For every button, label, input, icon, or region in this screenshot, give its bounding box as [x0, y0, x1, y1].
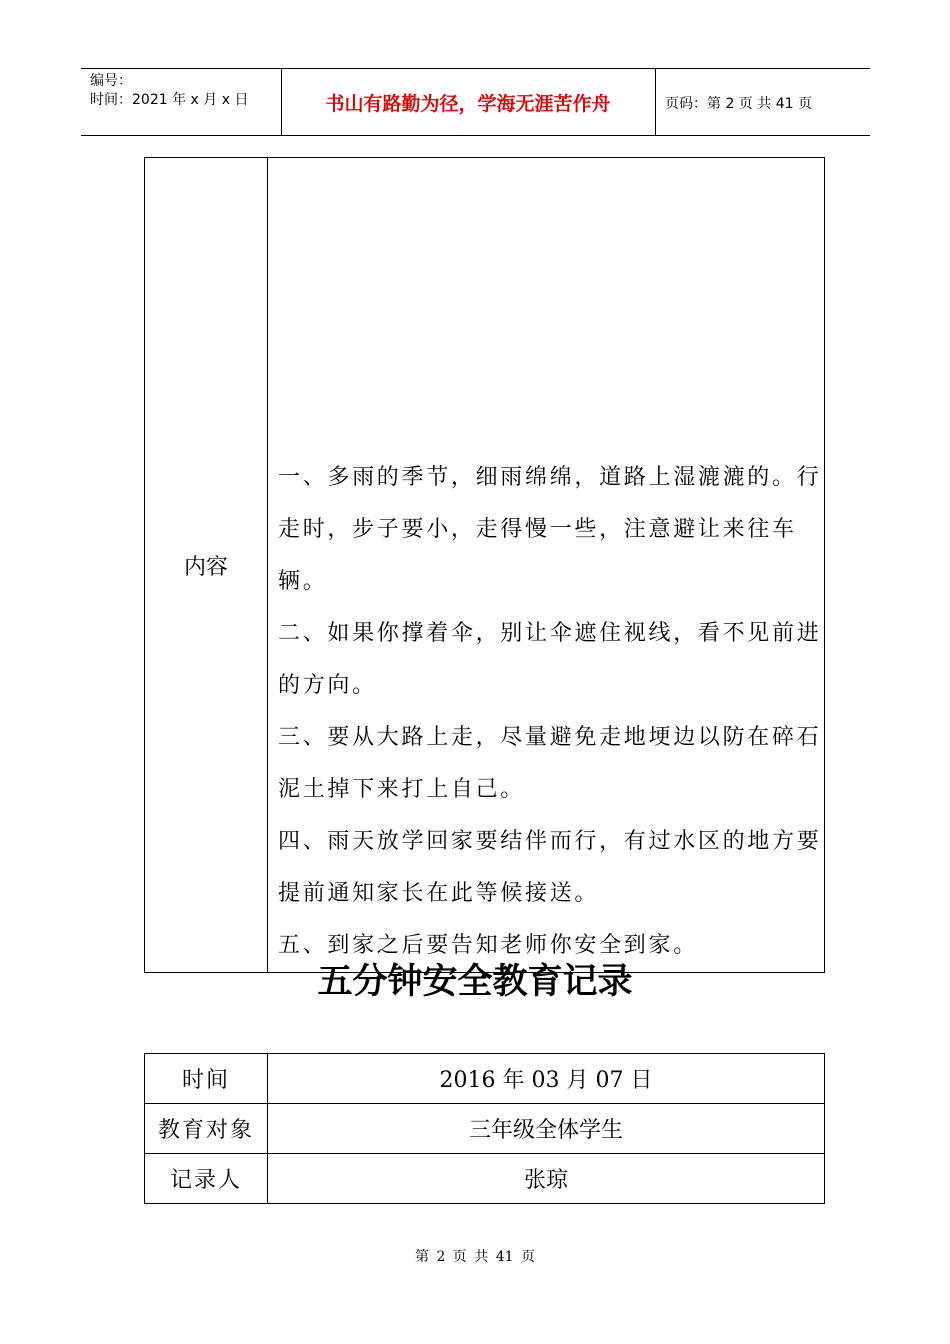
table-row	[145, 1104, 825, 1154]
content-table	[144, 157, 825, 973]
record-title: 五分钟安全教育记录	[317, 962, 633, 1002]
table-row	[145, 1054, 825, 1104]
content-paragraph: 五、到家之后要告知老师你安全到家。	[278, 933, 698, 958]
header-motto: 书山有路勤为径，学海无涯苦作舟	[325, 92, 611, 115]
row-label: 教育对象	[145, 1104, 268, 1154]
row-value: 2016 年 03 月 07 日	[268, 1054, 825, 1104]
content-paragraph: 一、多雨的季节，细雨绵绵，道路上湿漉漉的。行走时，步子要小，走得慢一些，注意避让来往车辆。	[278, 465, 822, 594]
content-paragraph: 四、雨天放学回家要结伴而行，有过水区的地方要提前通知家长在此等候接送。	[278, 829, 822, 906]
row-label: 记录人	[145, 1154, 268, 1204]
time-label: 时间：2021 年 x 月 x 日	[90, 92, 249, 108]
page-footer: 第 2 页 共 41 页	[415, 1249, 535, 1265]
row-label: 时间	[145, 1054, 268, 1104]
content-label: 内容	[145, 158, 268, 973]
row-value: 三年级全体学生	[268, 1104, 825, 1154]
table-row	[145, 1154, 825, 1204]
content-paragraph: 二、如果你撑着伞，别让伞遮住视线，看不见前进的方向。	[278, 621, 822, 698]
header-page-label: 页码：第 2 页 共 41 页	[665, 96, 812, 112]
header-meta	[90, 72, 248, 110]
row-value: 张琼	[268, 1154, 825, 1204]
number-label: 编号：	[90, 73, 132, 89]
record-table	[144, 1053, 825, 1204]
header-divider	[655, 69, 656, 135]
page-header	[81, 68, 870, 136]
content-paragraph: 三、要从大路上走，尽量避免走地埂边以防在碎石泥土掉下来打上自己。	[278, 725, 822, 802]
content-body	[268, 158, 825, 973]
